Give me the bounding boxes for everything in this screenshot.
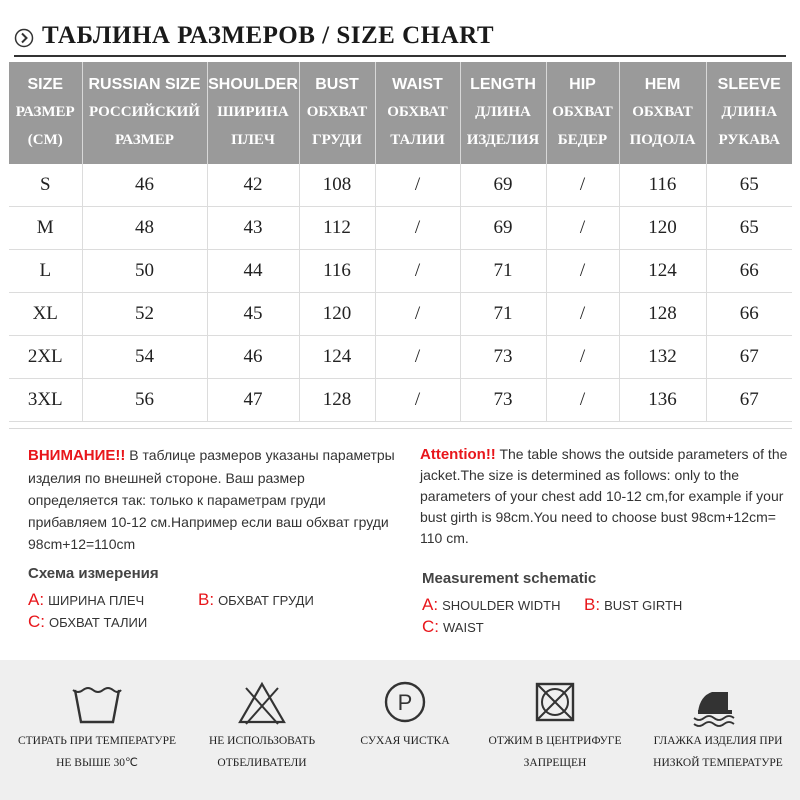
cell-bust: 112 bbox=[299, 207, 375, 250]
notice-en bbox=[420, 444, 790, 549]
cell-russian-size: 50 bbox=[82, 250, 207, 293]
care-label-no-tumble-line1: ОТЖИМ В ЦЕНТРИФУГЕ bbox=[488, 735, 622, 747]
cell-shoulder: 42 bbox=[207, 164, 299, 207]
scheme-title-ru: Схема измерения bbox=[28, 565, 159, 582]
table-row bbox=[9, 250, 792, 293]
no-tumble-dry-icon bbox=[525, 678, 585, 728]
legend-item-ru-a: A: ШИРИНА ПЛЕЧ bbox=[28, 590, 145, 609]
legend-item-en-c: C: WAIST bbox=[422, 617, 484, 636]
svg-text:P: P bbox=[397, 690, 413, 715]
cell-russian-size: 48 bbox=[82, 207, 207, 250]
no-bleach-icon bbox=[232, 678, 292, 728]
cell-hip: / bbox=[546, 250, 619, 293]
cell-hem: 124 bbox=[619, 250, 706, 293]
col-header-size: SIZE РАЗМЕР (CM) bbox=[9, 62, 82, 164]
care-label-iron-line1: ГЛАЖКА ИЗДЕЛИЯ ПРИ bbox=[653, 735, 783, 747]
notice-text-en: The table shows the outside parameters of the jacket.The size is determined as follows: only to the parameters of your chest add 10-12 cm,for example if your bust girth is 98cm.You need to choose bust 98cm+12cm= 110 cm. bbox=[420, 446, 788, 546]
care-label-no-tumble-line2: ЗАПРЕЩЕН bbox=[523, 757, 587, 769]
cell-russian-size: 56 bbox=[82, 379, 207, 422]
table-row bbox=[9, 379, 792, 422]
cell-size: 2XL bbox=[9, 336, 82, 379]
cell-russian-size: 54 bbox=[82, 336, 207, 379]
cell-shoulder: 47 bbox=[207, 379, 299, 422]
table-row bbox=[9, 164, 792, 207]
care-label-iron-line2: НИЗКОЙ ТЕМПЕРАТУРЕ bbox=[653, 757, 783, 769]
cell-bust: 116 bbox=[299, 250, 375, 293]
cell-waist: / bbox=[375, 293, 460, 336]
cell-sleeve: 65 bbox=[706, 164, 792, 207]
cell-length: 69 bbox=[460, 164, 546, 207]
cell-hem: 128 bbox=[619, 293, 706, 336]
size-table bbox=[9, 62, 792, 422]
cell-hip: / bbox=[546, 336, 619, 379]
col-header-hip: HIP ОБХВАТ БЕДЕР bbox=[546, 62, 619, 164]
cell-length: 71 bbox=[460, 250, 546, 293]
cell-size: XL bbox=[9, 293, 82, 336]
cell-hip: / bbox=[546, 293, 619, 336]
scheme-title-en: Measurement schematic bbox=[422, 570, 597, 587]
attention-label-ru: ВНИМАНИЕ!! bbox=[28, 447, 126, 464]
chevron-circle-icon bbox=[14, 28, 34, 48]
cell-size: M bbox=[9, 207, 82, 250]
cell-hip: / bbox=[546, 164, 619, 207]
care-label-wash-line1: СТИРАТЬ ПРИ ТЕМПЕРАТУРЕ bbox=[17, 735, 176, 747]
cell-sleeve: 67 bbox=[706, 336, 792, 379]
col-header-shoulder: SHOULDER ШИРИНА ПЛЕЧ bbox=[207, 62, 299, 164]
cell-sleeve: 66 bbox=[706, 250, 792, 293]
cell-hem: 136 bbox=[619, 379, 706, 422]
col-header-sleeve: SLEEVE ДЛИНА РУКАВА bbox=[706, 62, 792, 164]
cell-hem: 132 bbox=[619, 336, 706, 379]
cell-size: L bbox=[9, 250, 82, 293]
notice-ru bbox=[28, 444, 398, 555]
page-title: ТАБЛИНА РАЗМЕРОВ / SIZE CHART bbox=[42, 22, 495, 49]
notice-text-ru: В таблице размеров указаны параметры изделия по внешней стороне. Ваш размер определяется так: только к параметрам груди прибавляем 10-12 см.Например если ваш обхват груди 98cm+12=110cm bbox=[28, 447, 395, 552]
cell-hip: / bbox=[546, 379, 619, 422]
cell-russian-size: 52 bbox=[82, 293, 207, 336]
care-item-dry-clean bbox=[325, 660, 485, 800]
care-label-no-bleach-line1: НЕ ИСПОЛЬЗОВАТЬ bbox=[208, 735, 316, 747]
wash-30-icon bbox=[67, 678, 127, 728]
cell-shoulder: 43 bbox=[207, 207, 299, 250]
care-item-wash bbox=[17, 660, 177, 800]
cell-length: 69 bbox=[460, 207, 546, 250]
legend-item-en-b: B: BUST GIRTH bbox=[584, 595, 683, 614]
cell-sleeve: 67 bbox=[706, 379, 792, 422]
cell-bust: 120 bbox=[299, 293, 375, 336]
table-row bbox=[9, 293, 792, 336]
cell-waist: / bbox=[375, 250, 460, 293]
col-header-hem: HEM ОБХВАТ ПОДОЛА bbox=[619, 62, 706, 164]
cell-shoulder: 45 bbox=[207, 293, 299, 336]
col-header-russian-size: RUSSIAN SIZE РОССИЙСКИЙ РАЗМЕР bbox=[82, 62, 207, 164]
dry-clean-icon bbox=[375, 678, 435, 728]
page-header bbox=[0, 12, 800, 62]
cell-size: 3XL bbox=[9, 379, 82, 422]
cell-russian-size: 46 bbox=[82, 164, 207, 207]
cell-bust: 124 bbox=[299, 336, 375, 379]
cell-bust: 128 bbox=[299, 379, 375, 422]
cell-size: S bbox=[9, 164, 82, 207]
cell-sleeve: 65 bbox=[706, 207, 792, 250]
legend-item-ru-b: B: ОБХВАТ ГРУДИ bbox=[198, 590, 314, 609]
care-label-dry-clean-line1: СУХАЯ ЧИСТКА bbox=[360, 735, 450, 747]
table-row bbox=[9, 336, 792, 379]
cell-length: 71 bbox=[460, 293, 546, 336]
care-item-no-tumble bbox=[475, 660, 635, 800]
cell-hem: 116 bbox=[619, 164, 706, 207]
cell-sleeve: 66 bbox=[706, 293, 792, 336]
legend-item-en-a: A: SHOULDER WIDTH bbox=[422, 595, 561, 614]
care-item-iron bbox=[638, 660, 798, 800]
cell-length: 73 bbox=[460, 336, 546, 379]
care-label-no-bleach-line2: ОТБЕЛИВАТЕЛИ bbox=[217, 757, 307, 769]
iron-low-icon bbox=[688, 678, 748, 728]
cell-shoulder: 46 bbox=[207, 336, 299, 379]
cell-waist: / bbox=[375, 164, 460, 207]
care-instructions bbox=[0, 660, 800, 800]
cell-hip: / bbox=[546, 207, 619, 250]
section-divider bbox=[9, 428, 792, 429]
header-divider bbox=[14, 55, 786, 57]
col-header-length: LENGTH ДЛИНА ИЗДЕЛИЯ bbox=[460, 62, 546, 164]
attention-label-en: Attention!! bbox=[420, 446, 496, 463]
cell-hem: 120 bbox=[619, 207, 706, 250]
cell-waist: / bbox=[375, 336, 460, 379]
cell-length: 73 bbox=[460, 379, 546, 422]
care-label-wash-line2: НЕ ВЫШЕ 30℃ bbox=[56, 757, 138, 769]
cell-bust: 108 bbox=[299, 164, 375, 207]
col-header-waist: WAIST ОБХВАТ ТАЛИИ bbox=[375, 62, 460, 164]
legend-item-ru-c: C: ОБХВАТ ТАЛИИ bbox=[28, 612, 148, 631]
table-header-row bbox=[9, 62, 792, 164]
col-header-bust: BUST ОБХВАТ ГРУДИ bbox=[299, 62, 375, 164]
cell-waist: / bbox=[375, 207, 460, 250]
table-body bbox=[9, 164, 792, 422]
cell-waist: / bbox=[375, 379, 460, 422]
care-item-no-bleach bbox=[182, 660, 342, 800]
cell-shoulder: 44 bbox=[207, 250, 299, 293]
table-row bbox=[9, 207, 792, 250]
